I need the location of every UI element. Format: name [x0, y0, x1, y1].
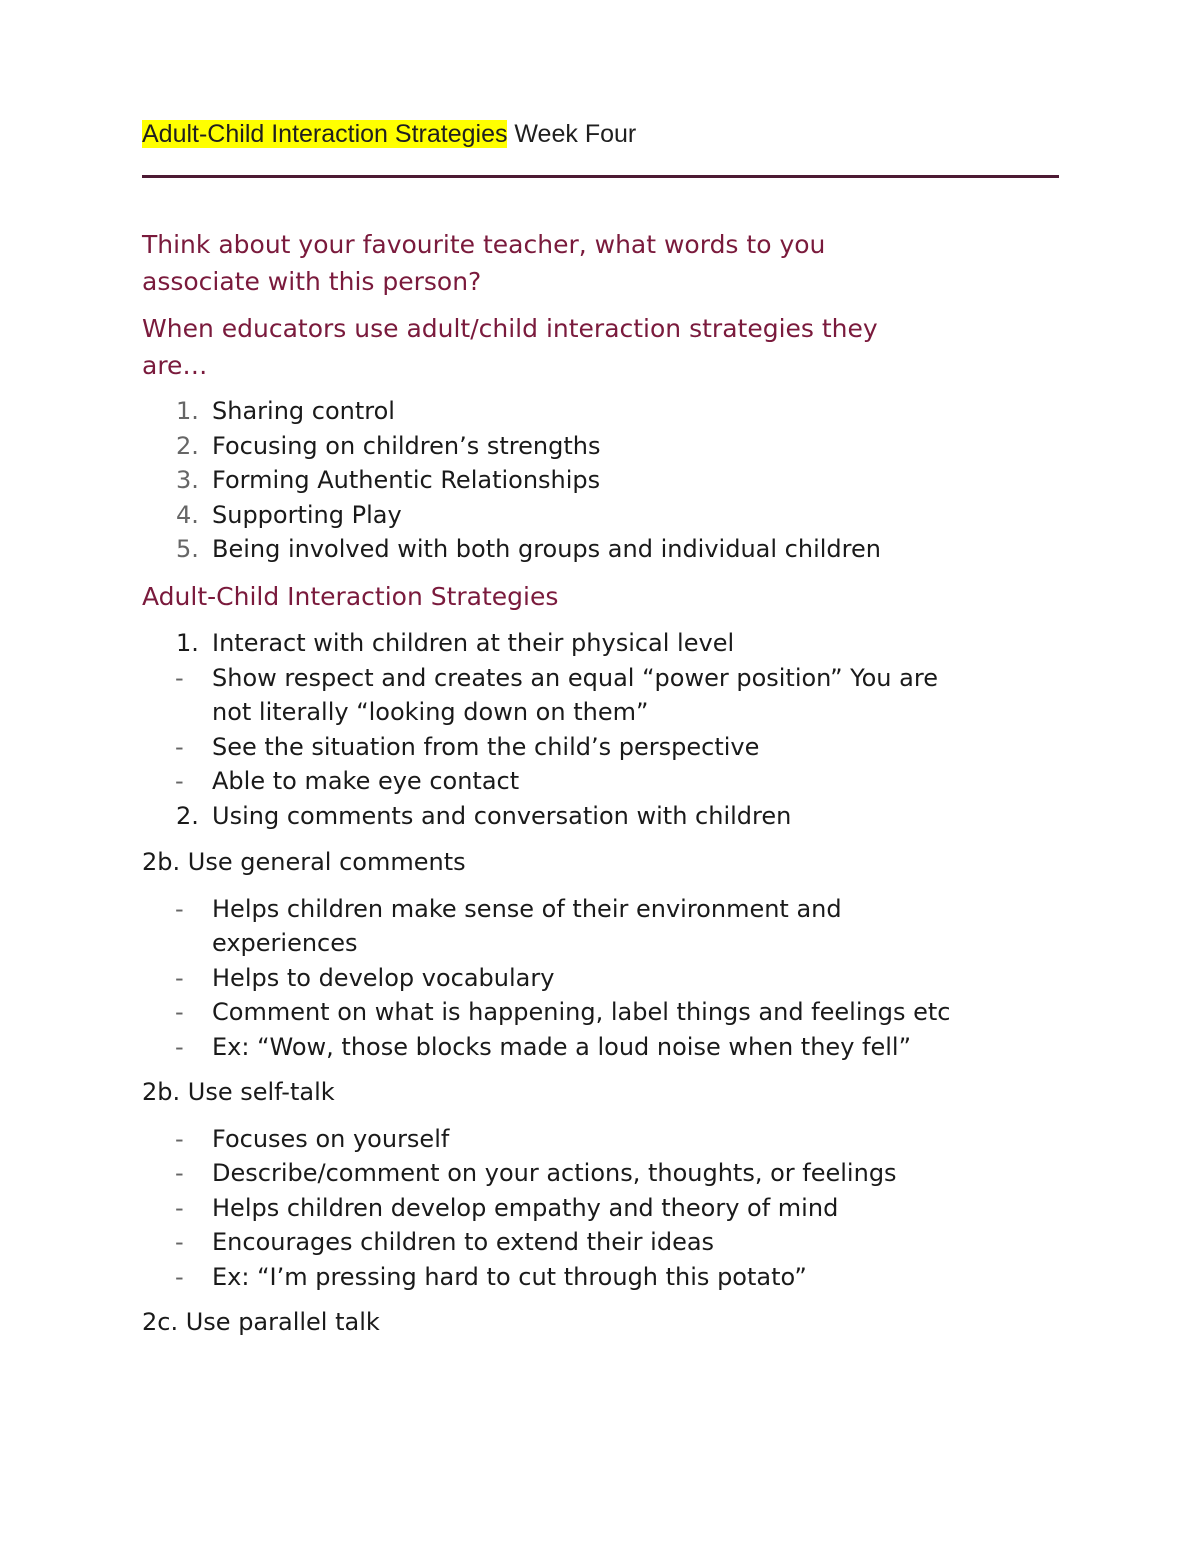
dash-marker: -: [175, 998, 184, 1026]
bullet-text: experiences: [212, 929, 358, 957]
question-line: associate with this person?: [142, 267, 482, 296]
bullet-text: not literally “looking down on them”: [212, 698, 649, 726]
dash-marker: -: [175, 1124, 184, 1153]
title-rest-text: Week Four: [507, 120, 637, 148]
bullet-text: Ex: “I’m pressing hard to cut through this potato”: [212, 1262, 807, 1291]
bullet-text: Describe/comment on your actions, thoughts, or feelings: [212, 1159, 897, 1187]
strategies-heading: Adult-Child Interaction Strategies: [142, 582, 559, 611]
title-highlighted-text: Adult-Child Interaction Strategies: [142, 120, 508, 148]
question-line: When educators use adult/child interaction strategies they: [142, 314, 878, 343]
dash-marker: -: [175, 663, 184, 692]
bullet-text: Focuses on yourself: [212, 1124, 450, 1153]
bullet-text: Able to make eye contact: [212, 767, 520, 795]
list-number: 5.: [176, 535, 199, 563]
question-line: are…: [142, 351, 208, 380]
dash-marker: -: [175, 1228, 184, 1256]
dash-marker: -: [175, 1193, 184, 1222]
list-item-text: Focusing on children’s strengths: [212, 431, 601, 460]
bullet-text: Ex: “Wow, those blocks made a loud noise when they fell”: [212, 1032, 912, 1061]
list-number: 2.: [176, 431, 199, 460]
dash-marker: -: [175, 732, 184, 761]
question-favourite-teacher: [142, 226, 1022, 300]
bullet-text: Helps children develop empathy and theory of mind: [212, 1193, 839, 1222]
strategy-text: Interact with children at their physical level: [212, 629, 735, 657]
question-line: Think about your favourite teacher, what words to you: [142, 230, 826, 259]
list-number: 1.: [176, 629, 199, 657]
title-divider: [142, 175, 1059, 178]
section-heading-general-comments: 2b. Use general comments: [142, 848, 466, 876]
dash-marker: -: [175, 1159, 184, 1187]
bullet-text: Helps to develop vocabulary: [212, 963, 555, 992]
section-heading-parallel-talk: 2c. Use parallel talk: [142, 1308, 380, 1336]
list-number: 4.: [176, 500, 199, 529]
document-title: [142, 116, 636, 152]
list-number: 2.: [176, 801, 199, 830]
question-educators: [142, 310, 1022, 384]
bullet-text: Show respect and creates an equal “power position” You are: [212, 663, 938, 692]
list-number: 3.: [176, 466, 199, 494]
list-item-text: Forming Authentic Relationships: [212, 466, 601, 494]
list-item-text: Being involved with both groups and individual children: [212, 535, 881, 563]
dash-marker: -: [175, 767, 184, 795]
dash-marker: -: [175, 963, 184, 992]
bullet-text: See the situation from the child’s perspective: [212, 732, 760, 761]
strategy-text: Using comments and conversation with children: [212, 801, 792, 830]
dash-marker: -: [175, 894, 184, 923]
list-number: 1.: [176, 397, 199, 425]
bullet-text: Helps children make sense of their environment and: [212, 894, 842, 923]
dash-marker: -: [175, 1262, 184, 1291]
bullet-text: Encourages children to extend their ideas: [212, 1228, 715, 1256]
dash-marker: -: [175, 1032, 184, 1061]
list-item-text: Sharing control: [212, 397, 395, 425]
section-heading-self-talk: 2b. Use self-talk: [142, 1078, 335, 1106]
bullet-text: Comment on what is happening, label things and feelings etc: [212, 998, 951, 1026]
list-item-text: Supporting Play: [212, 500, 402, 529]
